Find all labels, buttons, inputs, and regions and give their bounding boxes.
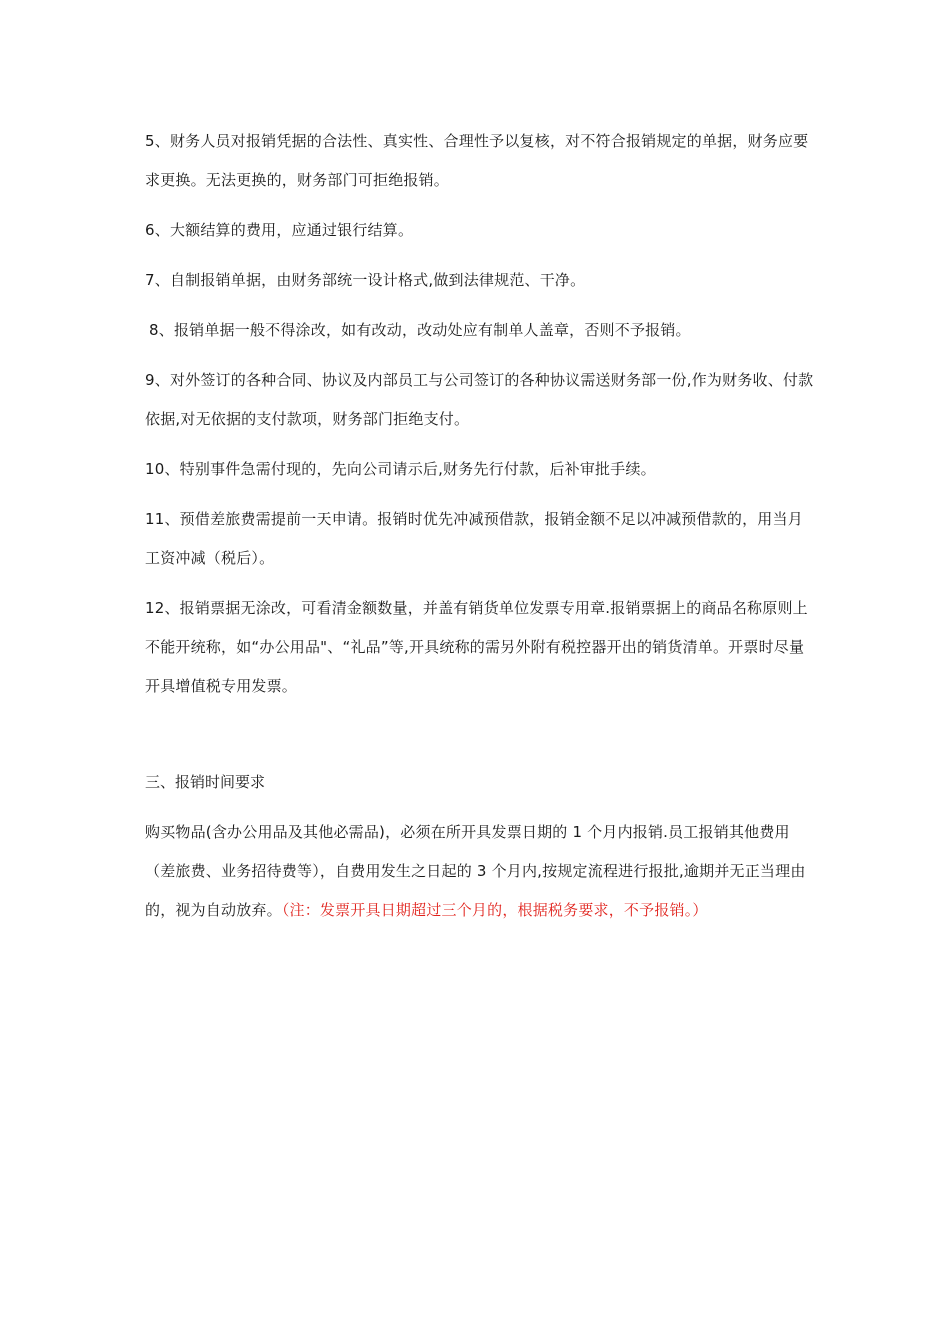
- paragraph-item-6: 6、大额结算的费用，应通过银行结算。: [145, 221, 414, 239]
- section-body-text: 购买物品(含办公用品及其他必需品)，必须在所开具发票日期的 1 个月内报销.员工报销其他费用（差旅费、业务招待费等），自费用发生之日起的 3 个月内,按规定流程进行报批,逾期并无正当理由的，视为自动放弃。: [145, 823, 806, 919]
- paragraph-item-10: 10、特别事件急需付现的，先向公司请示后,财务先行付款，后补审批手续。: [145, 460, 656, 478]
- paragraph-item-5: 5、财务人员对报销凭据的合法性、真实性、合理性予以复核，对不符合报销规定的单据，财务应要求更换。无法更换的，财务部门可拒绝报销。: [145, 132, 809, 189]
- section-body-paragraph: [145, 813, 817, 930]
- paragraph-item-11: 11、预借差旅费需提前一天申请。报销时优先冲减预借款，报销金额不足以冲减预借款的，用当月工资冲减（税后）。: [145, 510, 803, 567]
- paragraph-item-7: 7、自制报销单据，由财务部统一设计格式,做到法律规范、干净。: [145, 271, 586, 289]
- paragraph-item-9: 9、对外签订的各种合同、协议及内部员工与公司签订的各种协议需送财务部一份,作为财务收、付款依据,对无依据的支付款项，财务部门拒绝支付。: [145, 371, 814, 428]
- document-page: [145, 122, 817, 941]
- section-note-text: （注：发票开具日期超过三个月的，根据税务要求，不予报销。）: [281, 901, 708, 919]
- paragraph-item-8: 8、报销单据一般不得涂改，如有改动，改动处应有制单人盖章，否则不予报销。: [149, 321, 691, 339]
- section-heading: 三、报销时间要求: [145, 773, 266, 791]
- paragraph-item-12: 12、报销票据无涂改，可看清金额数量，并盖有销货单位发票专用章.报销票据上的商品名称原则上不能开统称，如“办公用品"、“礼品”等,开具统称的需另外附有税控器开出的销货清单。开票时尽量开具增值税专用发票。: [145, 599, 808, 695]
